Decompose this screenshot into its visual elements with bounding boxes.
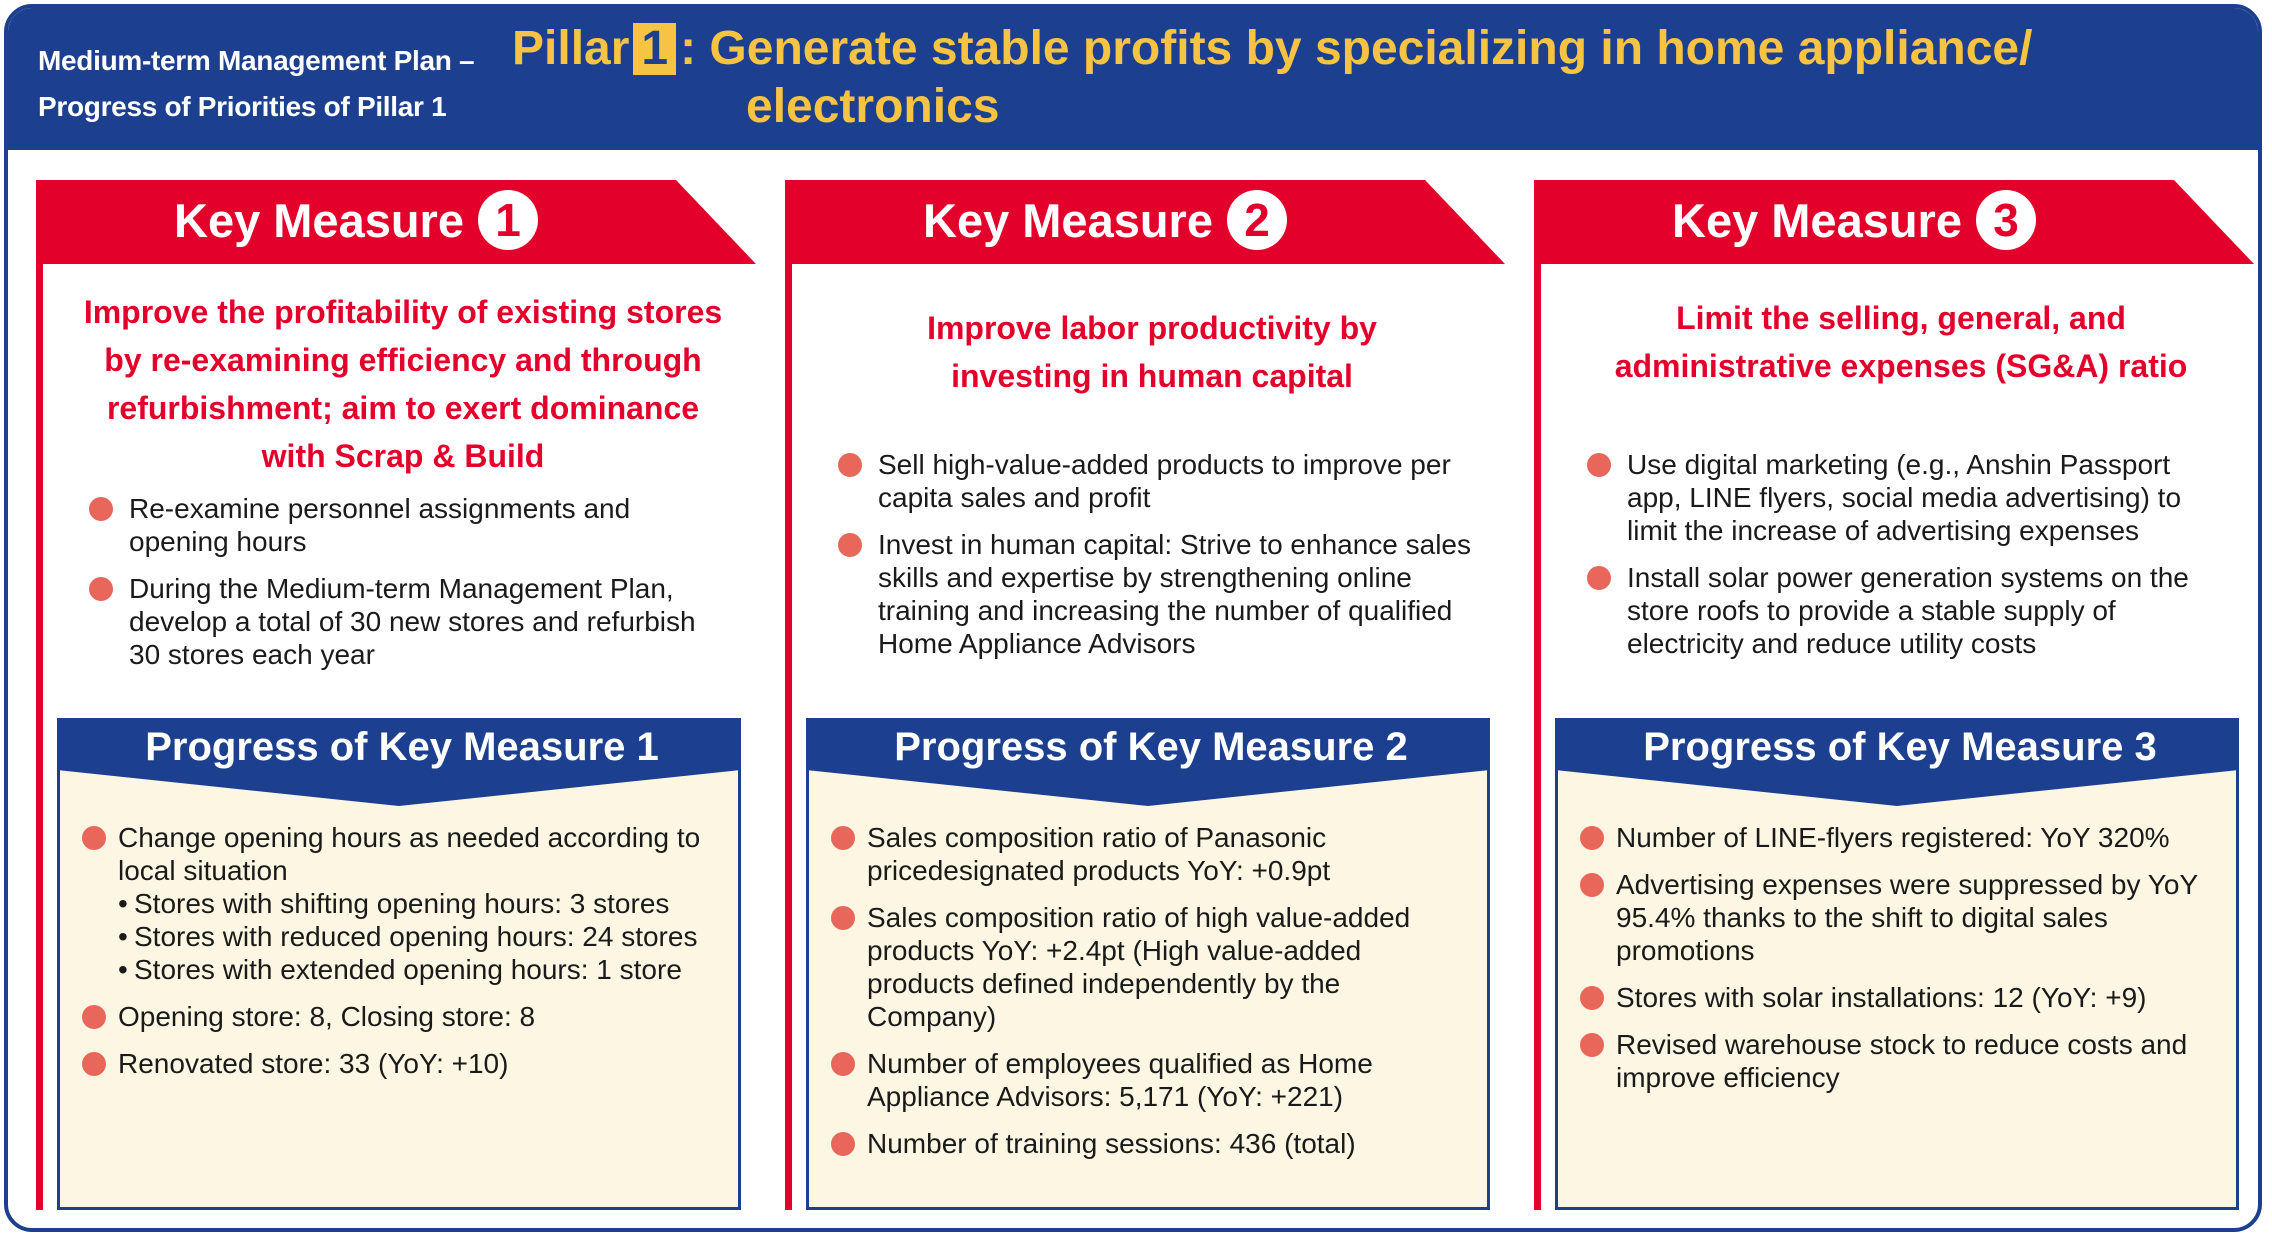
bullet-text: Number of training sessions: 436 (total) — [867, 1128, 1356, 1159]
bullet-text: Use digital marketing (e.g., Anshin Passport app, LINE flyers, social media advertising) to limit the increase of advertising expenses — [1627, 449, 2182, 546]
key-measure-headline-1: Improve the profitability of existing stores by re-examining efficiency and through refurbishment; aim to exert dominance with Scrap & Build — [83, 294, 723, 474]
bullet-text: Number of employees qualified as Home Appliance Advisors: 5,171 (YoY: +221) — [867, 1048, 1373, 1112]
key-measure-number-badge: 2 — [1227, 190, 1287, 250]
key-measure-bullets-3 — [1587, 448, 2227, 674]
bullet-dot — [831, 1132, 855, 1156]
list-item — [838, 528, 1478, 660]
page-title — [512, 20, 2032, 136]
list-item — [1587, 561, 2227, 660]
bullet-dot — [1580, 826, 1604, 850]
list-item — [82, 821, 722, 986]
bullet-dot — [831, 1052, 855, 1076]
pillar-number-badge: 1 — [633, 23, 676, 75]
bullet-text: Install solar power generation systems on the store roofs to provide a stable supply of electricity and reduce utility costs — [1627, 562, 2189, 659]
progress-box-1 — [57, 718, 741, 1210]
list-item — [82, 1047, 722, 1080]
bullet-dot — [1580, 1033, 1604, 1057]
key-measure-title-1 — [36, 180, 676, 260]
bullet-text: Stores with solar installations: 12 (YoY: +9) — [1616, 982, 2147, 1013]
progress-box-3 — [1555, 718, 2239, 1210]
key-measure-number-badge: 3 — [1976, 190, 2036, 250]
list-item — [1587, 448, 2227, 547]
progress-list-3 — [1580, 821, 2220, 1108]
title-line-2: electronics — [746, 80, 1000, 133]
sub-list-item: • Stores with reduced opening hours: 24 stores — [118, 920, 722, 953]
list-item — [831, 1047, 1471, 1113]
bullet-dot — [838, 453, 862, 477]
progress-title-1: Progress of Key Measure 1 — [145, 724, 659, 769]
subtitle-line-1: Medium-term Management Plan – — [38, 45, 475, 76]
progress-list-1 — [82, 821, 722, 1094]
list-item — [89, 492, 729, 558]
key-measure-number-badge: 1 — [478, 190, 538, 250]
pillar-label: Pillar — [512, 22, 630, 75]
bullet-text: Number of LINE-flyers registered: YoY 320% — [1616, 822, 2170, 853]
list-item — [1580, 981, 2220, 1014]
progress-box-2 — [806, 718, 1490, 1210]
key-measure-column-1 — [36, 180, 756, 1210]
progress-title-2: Progress of Key Measure 2 — [894, 724, 1408, 769]
progress-list-2 — [831, 821, 1471, 1174]
key-measure-column-3 — [1534, 180, 2254, 1210]
bullet-text: Revised warehouse stock to reduce costs and improve efficiency — [1616, 1029, 2188, 1093]
key-measure-bullets-1 — [89, 492, 729, 685]
bullet-text: Re-examine personnel assignments and opening hours — [129, 493, 631, 557]
list-item — [831, 821, 1471, 887]
key-measure-header-2 — [785, 180, 1505, 264]
key-measure-headline-2: Improve labor productivity by investing in human capital — [927, 310, 1377, 394]
bullet-text: Opening store: 8, Closing store: 8 — [118, 1001, 536, 1032]
list-item — [831, 901, 1471, 1033]
bullet-dot — [82, 1005, 106, 1029]
bullet-dot — [89, 577, 113, 601]
title-line-1: : Generate stable profits by specializing in home appliance/ — [680, 22, 2033, 75]
bullet-text: Sales composition ratio of high value-added products YoY: +2.4pt (High value-added products defined independently by the Company) — [867, 902, 1411, 1032]
bullet-text: Change opening hours as needed according to local situation — [118, 822, 701, 886]
bullet-dot — [82, 826, 106, 850]
key-measure-column-2 — [785, 180, 1505, 1210]
key-measure-header-1 — [36, 180, 756, 264]
key-measure-header-3 — [1534, 180, 2254, 264]
section-subtitle — [38, 38, 474, 130]
bullet-dot — [831, 826, 855, 850]
key-measure-bullets-2 — [838, 448, 1478, 674]
bullet-dot — [1580, 873, 1604, 897]
progress-title-3: Progress of Key Measure 3 — [1643, 724, 2157, 769]
sub-list-item: • Stores with extended opening hours: 1 store — [118, 953, 722, 986]
sub-list-item: • Stores with shifting opening hours: 3 stores — [118, 887, 722, 920]
bullet-text: Invest in human capital: Strive to enhance sales skills and expertise by strengthening online training and increasing the number of qualified Home Appliance Advisors — [878, 529, 1472, 659]
key-measure-body-3 — [1534, 264, 2238, 1210]
bullet-dot — [89, 497, 113, 521]
bullet-dot — [831, 906, 855, 930]
key-measure-label: Key Measure — [1672, 193, 1962, 247]
key-measure-title-3 — [1534, 180, 2174, 260]
list-item — [82, 1000, 722, 1033]
list-item — [1580, 821, 2220, 854]
key-measure-headline-3: Limit the selling, general, and administrative expenses (SG&A) ratio — [1614, 300, 2188, 384]
bullet-text: During the Medium-term Management Plan, develop a total of 30 new stores and refurbish 30 stores each year — [129, 573, 696, 670]
list-item — [89, 572, 729, 671]
sub-list — [118, 887, 722, 986]
bullet-text: Sell high-value-added products to improve per capita sales and profit — [878, 449, 1451, 513]
bullet-dot — [838, 533, 862, 557]
bullet-dot — [1587, 566, 1611, 590]
bullet-dot — [82, 1052, 106, 1076]
bullet-text: Renovated store: 33 (YoY: +10) — [118, 1048, 509, 1079]
key-measure-body-1 — [36, 264, 740, 1210]
bullet-text: Advertising expenses were suppressed by YoY 95.4% thanks to the shift to digital sales promotions — [1616, 869, 2198, 966]
title-bar — [8, 8, 2258, 150]
list-item — [838, 448, 1478, 514]
bullet-text: Sales composition ratio of Panasonic pricedesignated products YoY: +0.9pt — [867, 822, 1331, 886]
list-item — [1580, 1028, 2220, 1094]
key-measure-body-2 — [785, 264, 1489, 1210]
list-item — [831, 1127, 1471, 1160]
subtitle-line-2: Progress of Priorities of Pillar 1 — [38, 91, 447, 122]
key-measure-title-2 — [785, 180, 1425, 260]
bullet-dot — [1587, 453, 1611, 477]
list-item — [1580, 868, 2220, 967]
bullet-dot — [1580, 986, 1604, 1010]
key-measure-label: Key Measure — [923, 193, 1213, 247]
key-measure-label: Key Measure — [174, 193, 464, 247]
